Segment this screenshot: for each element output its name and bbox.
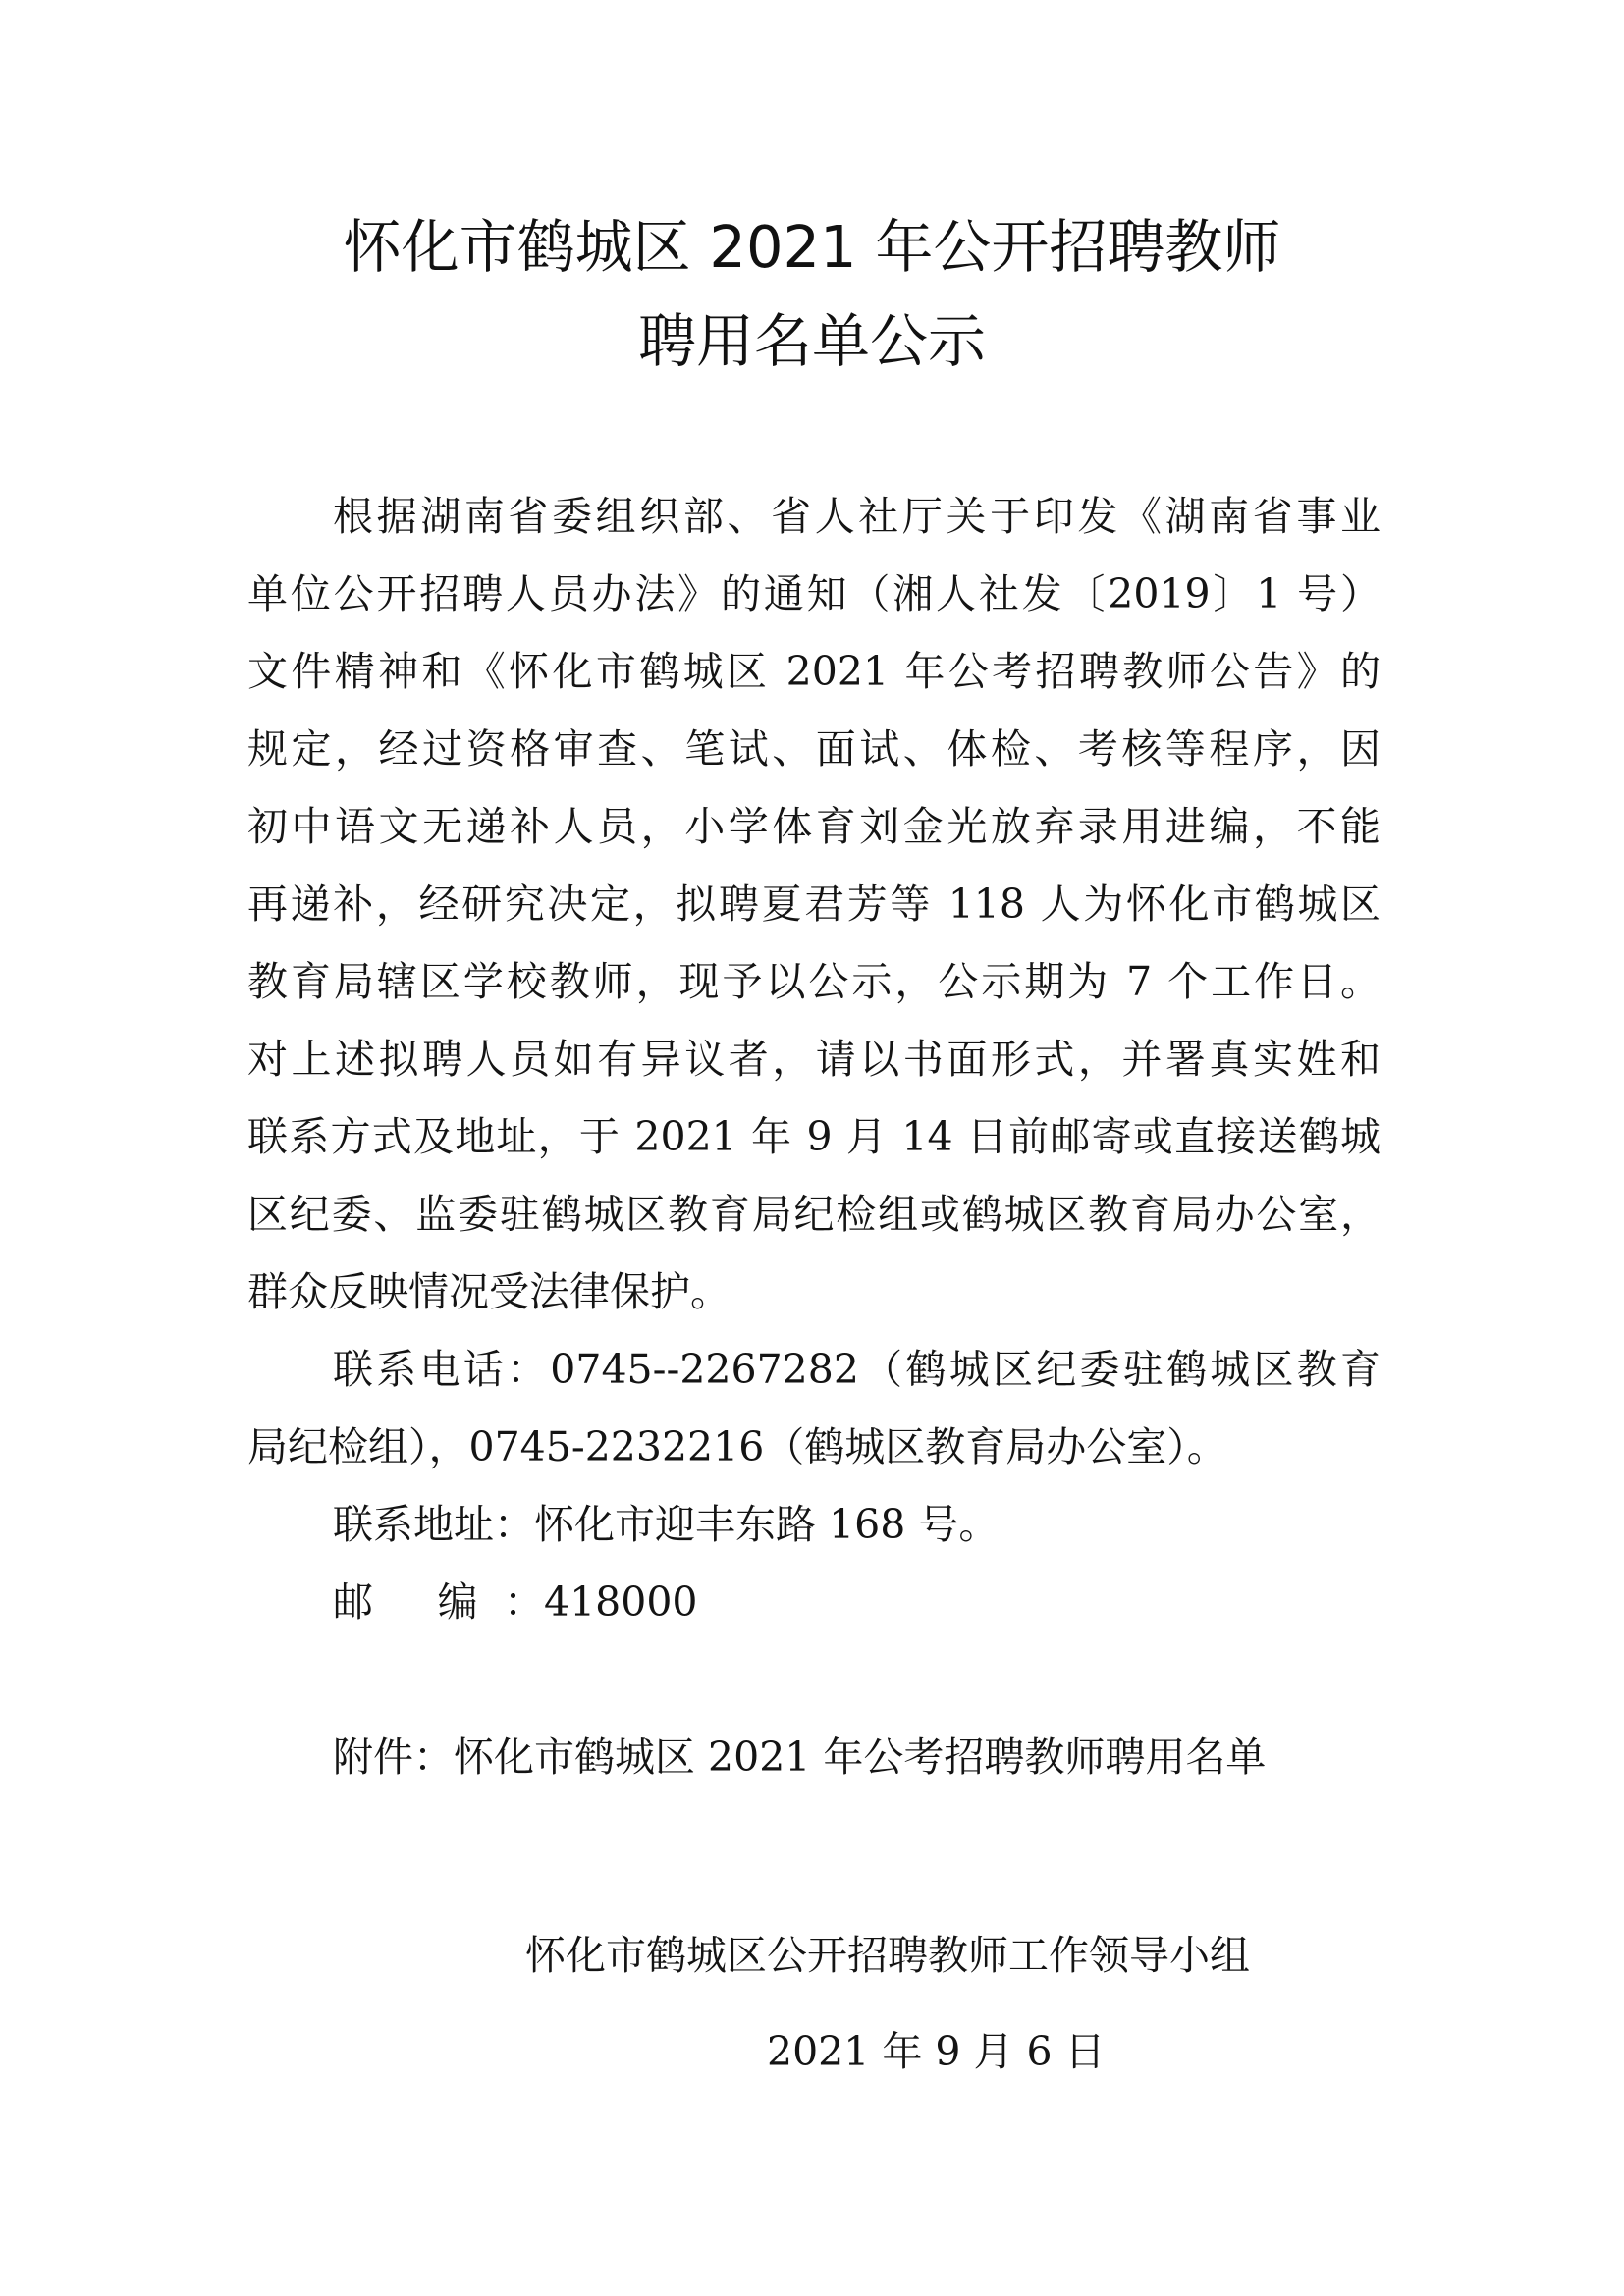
signature-date: 2021 年 9 月 6 日 bbox=[767, 2028, 1106, 2075]
document-title-line-1: 怀化市鹤城区 2021 年公开招聘教师 bbox=[343, 213, 1281, 281]
body-line-11: 群众反映情况受法律保护。 bbox=[247, 1268, 731, 1315]
body-line-1: 根据湖南省委组织部、省人社厅关于印发《湖南省事业 bbox=[333, 493, 1380, 540]
body-line-7: 教育局辖区学校教师，现予以公示，公示期为 7 个工作日。 bbox=[247, 958, 1380, 1005]
contact-phone-line-2: 局纪检组），0745-2232216（鹤城区教育局办公室）。 bbox=[247, 1423, 1227, 1470]
postal-code-line bbox=[333, 1578, 698, 1626]
body-line-3: 文件精神和《怀化市鹤城区 2021 年公考招聘教师公告》的 bbox=[247, 648, 1380, 695]
body-line-6: 再递补，经研究决定，拟聘夏君芳等 118 人为怀化市鹤城区 bbox=[247, 881, 1380, 928]
document-title-line-2: 聘用名单公示 bbox=[637, 307, 986, 375]
body-line-8: 对上述拟聘人员如有异议者，请以书面形式，并署真实姓和 bbox=[247, 1036, 1380, 1083]
body-line-9: 联系方式及地址，于 2021 年 9 月 14 日前邮寄或直接送鹤城 bbox=[247, 1113, 1380, 1160]
body-line-10: 区纪委、监委驻鹤城区教育局纪检组或鹤城区教育局办公室， bbox=[247, 1191, 1380, 1238]
contact-phone-line-1: 联系电话：0745--2267282（鹤城区纪委驻鹤城区教育 bbox=[333, 1346, 1380, 1393]
postal-code-label: 邮 编： bbox=[333, 1578, 544, 1626]
postal-code-value: 418000 bbox=[544, 1578, 698, 1626]
contact-address: 联系地址：怀化市迎丰东路 168 号。 bbox=[333, 1501, 1000, 1548]
attachment-line: 附件：怀化市鹤城区 2021 年公考招聘教师聘用名单 bbox=[333, 1734, 1267, 1781]
signature-organization: 怀化市鹤城区公开招聘教师工作领导小组 bbox=[525, 1932, 1250, 1979]
body-line-5: 初中语文无递补人员，小学体育刘金光放弃录用进编，不能 bbox=[247, 803, 1380, 850]
body-line-2: 单位公开招聘人员办法》的通知（湘人社发〔2019〕1 号） bbox=[247, 570, 1380, 617]
body-line-4: 规定，经过资格审查、笔试、面试、体检、考核等程序，因 bbox=[247, 725, 1380, 773]
